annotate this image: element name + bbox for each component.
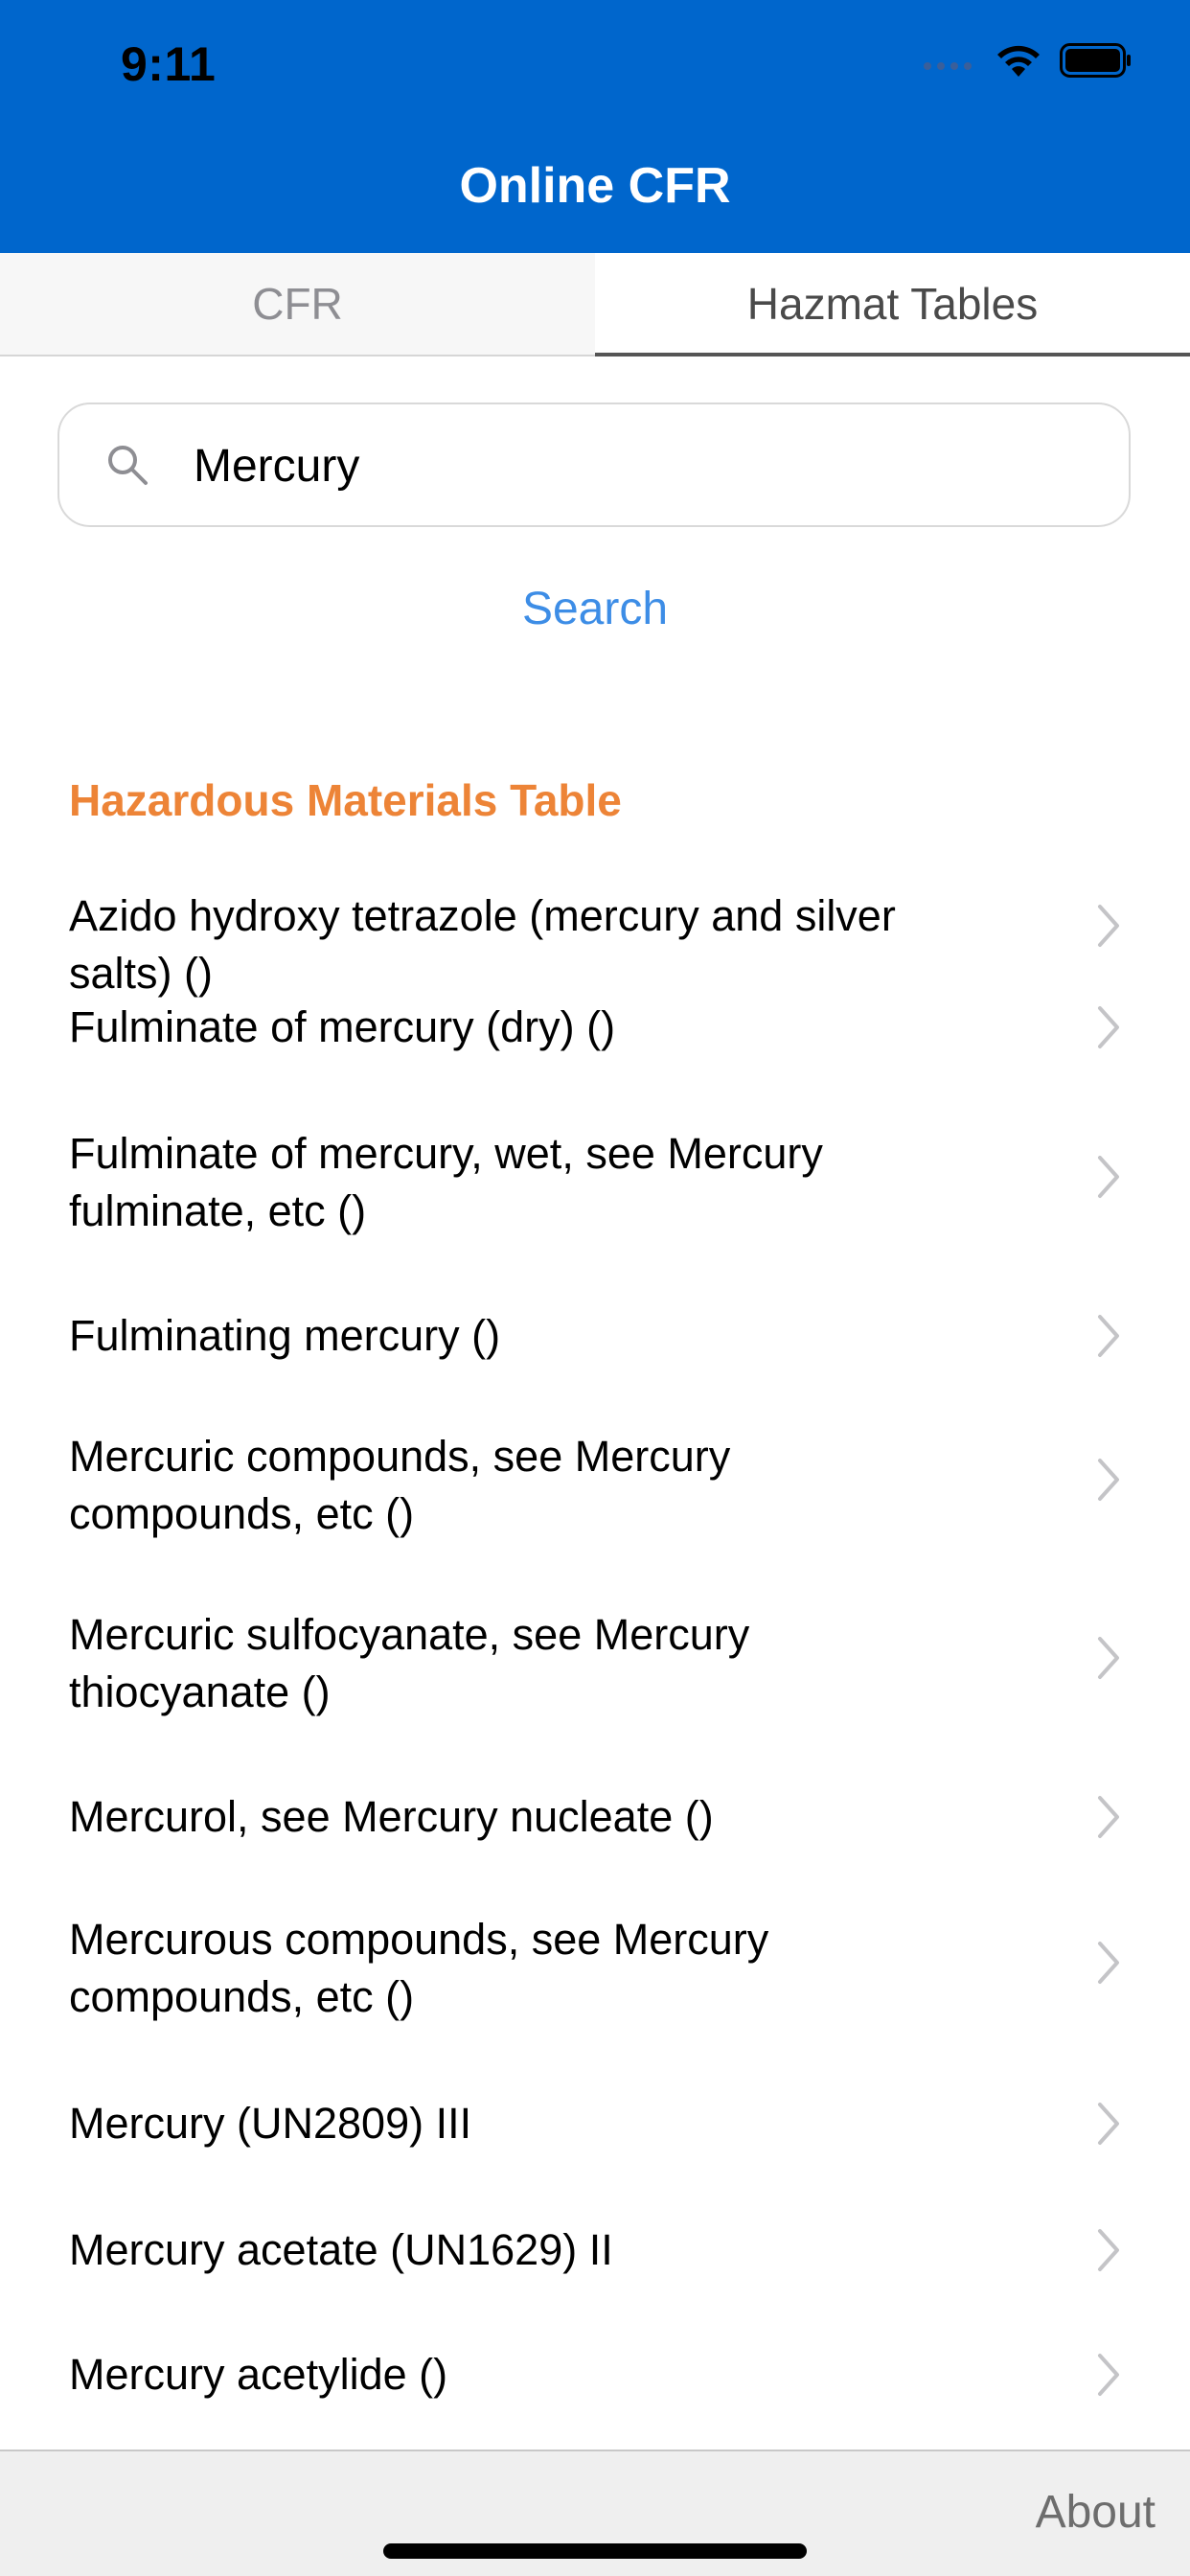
home-indicator [383,2543,807,2559]
wifi-icon [995,42,1042,79]
battery-icon [1060,43,1133,78]
list-item-label [69,1125,989,1240]
list-item-line: Fulminating mercury () [69,1311,501,1360]
list-item-label [69,1428,989,1543]
chevron-right-icon [1096,1457,1121,1503]
list-item-label [69,1606,989,1721]
section-title: Hazardous Materials Table [69,775,622,825]
list-item[interactable] [0,1416,1190,1595]
list-item-line: salts) () [69,949,213,998]
chevron-right-icon [1096,1794,1121,1840]
list-item-line: Mercury acetate (UN1629) II [69,2225,613,2274]
tab-cfr[interactable]: CFR [0,253,595,355]
list-item[interactable] [0,1292,1190,1416]
list-item-label [69,1788,989,1846]
search-input[interactable] [194,424,1094,508]
chevron-right-icon [1096,1940,1121,1986]
chevron-right-icon [1096,1004,1121,1050]
list-item-label [69,999,989,1056]
list-item[interactable] [0,1773,1190,1898]
chevron-right-icon [1096,2227,1121,2273]
list-item[interactable] [0,862,1190,998]
list-item-line: Mercurous compounds, see Mercury [69,1915,769,1964]
search-box [57,402,1131,527]
list-item-line: Mercury acetylide () [69,2350,448,2399]
tab-hazmat-tables[interactable]: Hazmat Tables [595,253,1190,355]
signal-icon [922,49,977,72]
list-item[interactable] [0,1898,1190,2078]
list-item-label [69,2221,989,2279]
list-item[interactable] [0,2327,1190,2450]
search-button[interactable]: Search [521,584,669,634]
status-icons [922,42,1133,79]
results-list [0,862,1190,2450]
app-header [0,0,1190,253]
segmented-tabs [0,253,1190,356]
list-item[interactable] [0,1110,1190,1292]
chevron-right-icon [1096,903,1121,949]
list-item-label [69,2346,989,2404]
status-time: 9:11 [121,37,217,91]
list-item-line: Fulminate of mercury (dry) () [69,1002,616,1051]
list-item-line: fulminate, etc () [69,1186,367,1235]
search-icon [103,441,151,489]
list-item-label [69,2095,989,2152]
list-item[interactable] [0,985,1190,1110]
list-item-line: Mercurol, see Mercury nucleate () [69,1792,714,1841]
bottom-bar [0,2450,1190,2576]
chevron-right-icon [1096,2101,1121,2147]
chevron-right-icon [1096,1635,1121,1681]
list-item-line: Mercuric compounds, see Mercury [69,1432,731,1481]
list-item[interactable] [0,2202,1190,2327]
list-item-line: Fulminate of mercury, wet, see Mercury [69,1129,823,1178]
chevron-right-icon [1096,2352,1121,2398]
list-item-label [69,1307,989,1365]
chevron-right-icon [1096,1313,1121,1359]
list-item-label [69,1911,989,2026]
list-item-line: Azido hydroxy tetrazole (mercury and silver [69,891,896,940]
list-item-line: Mercury (UN2809) III [69,2099,472,2148]
list-item-line: thiocyanate () [69,1668,331,1716]
chevron-right-icon [1096,1154,1121,1200]
list-item-line: compounds, etc () [69,1972,415,2021]
list-item[interactable] [0,2078,1190,2202]
app-title: Online CFR [459,158,731,214]
about-button[interactable]: About [1035,2487,1156,2538]
list-item-line: Mercuric sulfocyanate, see Mercury [69,1610,750,1659]
list-item[interactable] [0,1595,1190,1773]
list-item-line: compounds, etc () [69,1489,415,1538]
